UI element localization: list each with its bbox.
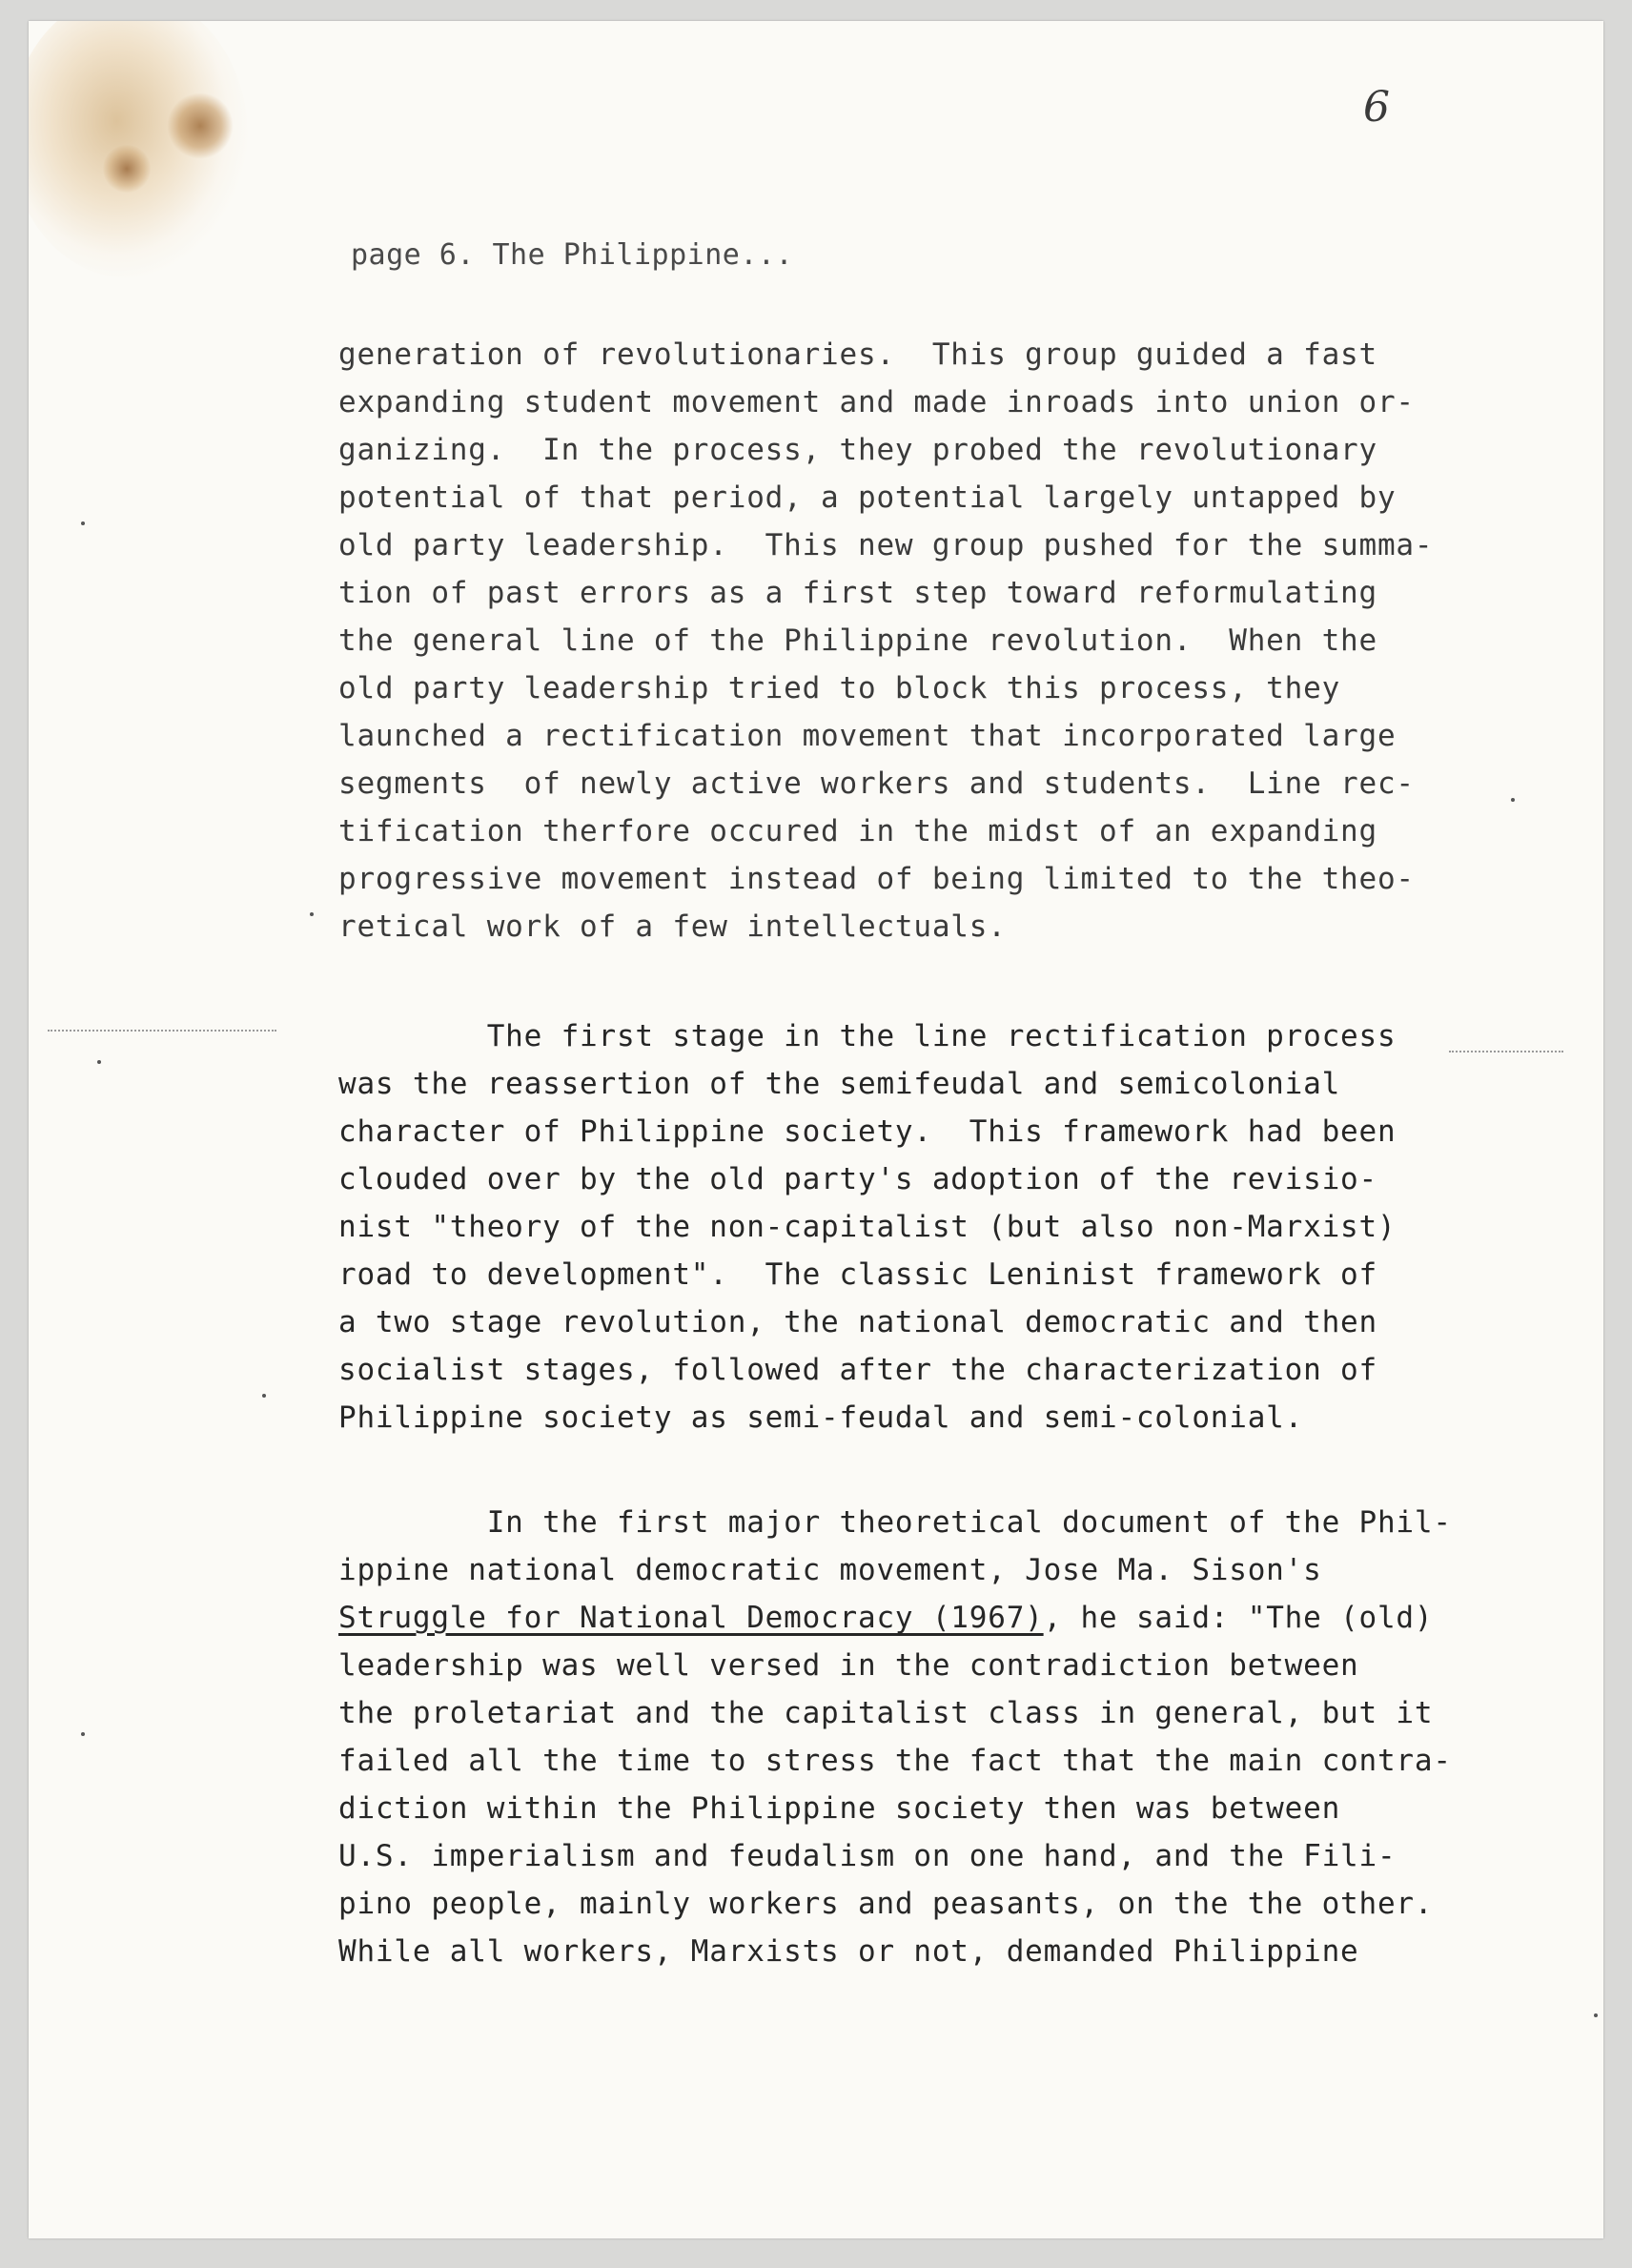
text-line: character of Philippine society. This framework had been	[338, 1114, 1397, 1149]
speck	[1511, 798, 1515, 802]
text-line: clouded over by the old party's adoption of the revisio-	[338, 1162, 1377, 1196]
paragraph	[338, 1499, 1540, 1975]
speck	[81, 1732, 85, 1736]
text-fragment: , he said: "The (old)	[1043, 1601, 1434, 1635]
text-line: generation of revolutionaries. This group guided a fast	[338, 337, 1377, 372]
paragraph	[338, 331, 1540, 950]
text-line: launched a rectification movement that incorporated large	[338, 719, 1397, 753]
text-line: tification therfore occured in the midst of an expanding	[338, 814, 1377, 848]
text-line: The first stage in the line rectification process	[338, 1019, 1397, 1053]
speck	[81, 521, 85, 525]
rust-stain	[167, 92, 234, 159]
scan-artifact-rule	[48, 1030, 276, 1032]
paragraph	[338, 1012, 1540, 1441]
text-line: the proletariat and the capitalist class in general, but it	[338, 1696, 1434, 1730]
text-line: ganizing. In the process, they probed the revolutionary	[338, 433, 1377, 467]
speck	[97, 1060, 101, 1064]
text-line: expanding student movement and made inroads into union or-	[338, 385, 1415, 419]
text-line: Philippine society as semi-feudal and semi-colonial.	[338, 1400, 1304, 1435]
water-stain	[29, 21, 248, 278]
speck	[1594, 2013, 1598, 2017]
text-line: While all workers, Marxists or not, demanded Philippine	[338, 1934, 1359, 1969]
document-page	[29, 21, 1603, 2238]
text-line: pino people, mainly workers and peasants, on the the other.	[338, 1887, 1434, 1921]
text-line: road to development". The classic Leninist framework of	[338, 1257, 1377, 1292]
text-line: retical work of a few intellectuals.	[338, 909, 1007, 944]
speck	[310, 912, 314, 916]
book-title: Struggle for National Democracy (1967)	[338, 1601, 1044, 1635]
page-number: 6	[1363, 83, 1390, 132]
text-line: the general line of the Philippine revolution. When the	[338, 623, 1377, 658]
text-line: In the first major theoretical document of the Phil-	[338, 1505, 1452, 1540]
text-line: ippine national democratic movement, Jose Ma. Sison's	[338, 1553, 1322, 1587]
text-line: old party leadership. This new group pushed for the summa-	[338, 528, 1434, 562]
text-line: progressive movement instead of being limited to the theo-	[338, 862, 1415, 896]
text-line: failed all the time to stress the fact that the main contra-	[338, 1744, 1452, 1778]
text-line: segments of newly active workers and students. Line rec-	[338, 766, 1415, 801]
text-line: U.S. imperialism and feudalism on one hand, and the Fili-	[338, 1839, 1397, 1873]
rust-stain	[103, 145, 151, 193]
text-line: was the reassertion of the semifeudal and semicolonial	[338, 1067, 1341, 1101]
running-header: page 6. The Philippine...	[351, 238, 794, 272]
text-line: potential of that period, a potential largely untapped by	[338, 480, 1397, 515]
text-line: a two stage revolution, the national democratic and then	[338, 1305, 1377, 1339]
speck	[262, 1394, 266, 1398]
text-line: old party leadership tried to block this process, they	[338, 671, 1341, 705]
text-line: socialist stages, followed after the characterization of	[338, 1353, 1377, 1387]
text-line: diction within the Philippine society then was between	[338, 1791, 1341, 1826]
text-line	[338, 1594, 1540, 1642]
text-line: tion of past errors as a first step toward reformulating	[338, 576, 1377, 610]
text-line: nist "theory of the non-capitalist (but also non-Marxist)	[338, 1210, 1397, 1244]
text-line: leadership was well versed in the contradiction between	[338, 1648, 1359, 1683]
